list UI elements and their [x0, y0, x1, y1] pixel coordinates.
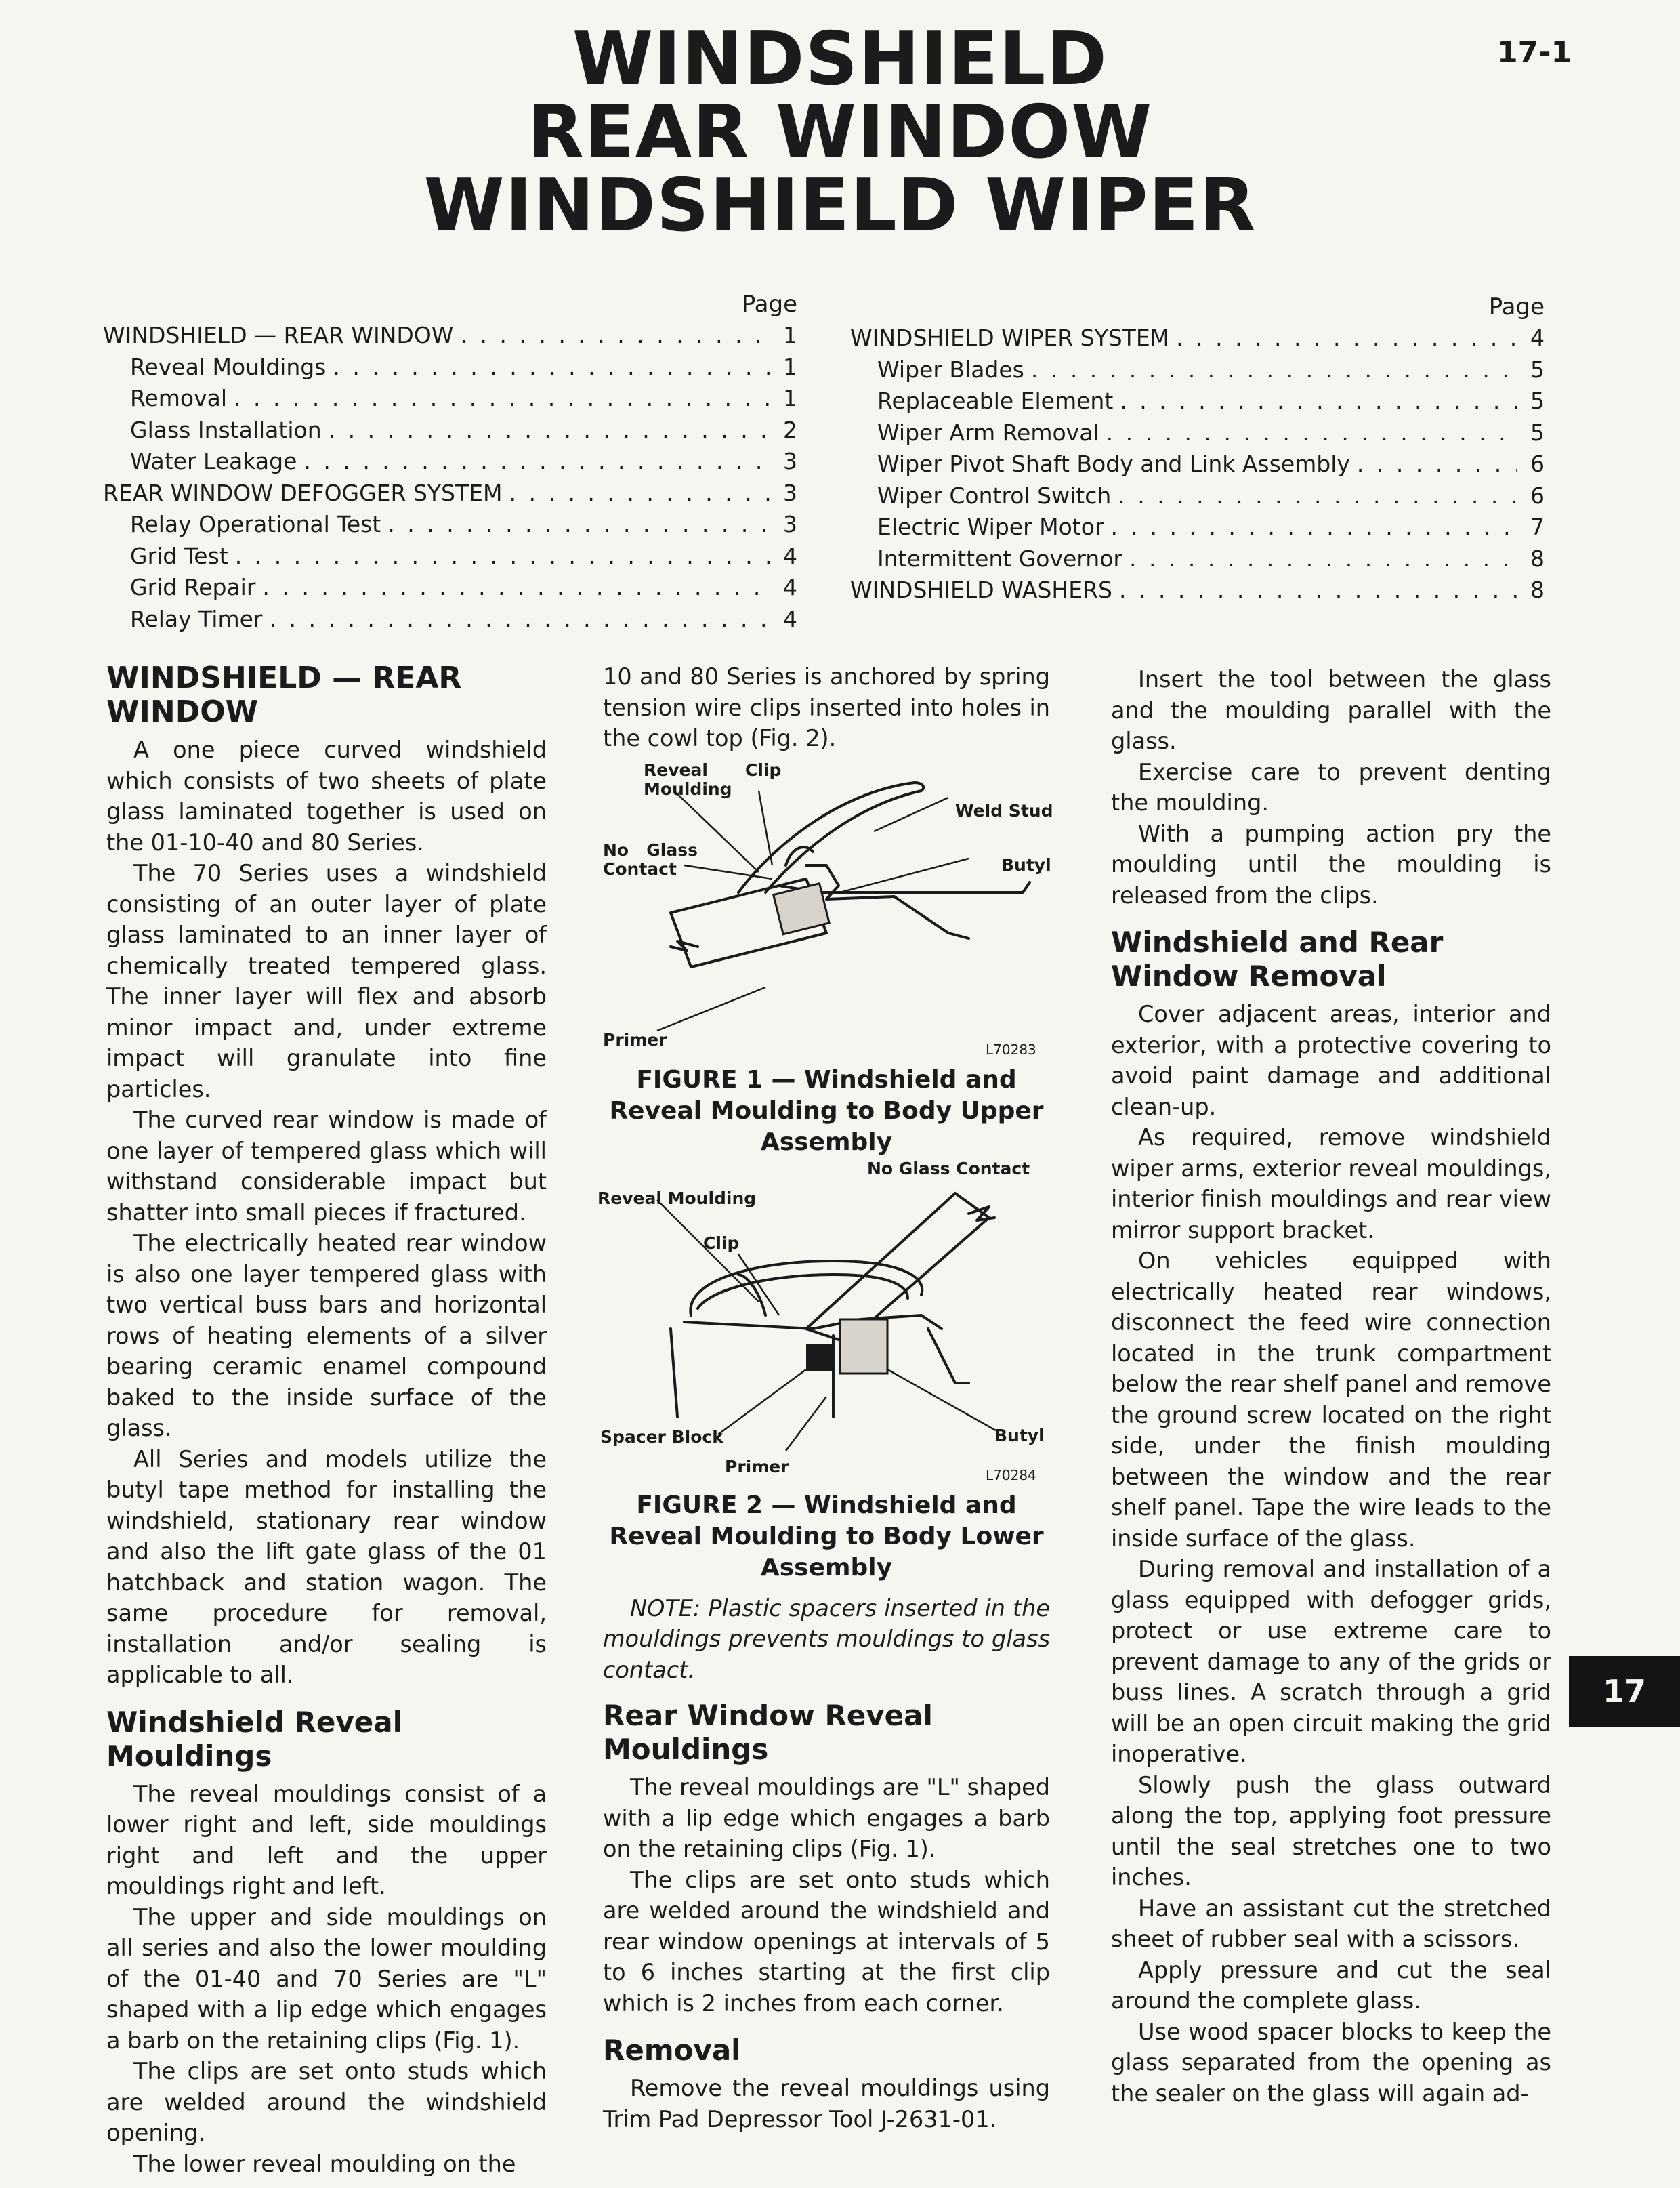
toc-entry: [103, 352, 797, 384]
toc-dots: [303, 446, 770, 478]
toc-label: Grid Test: [130, 542, 228, 569]
spacer-block: [806, 1344, 833, 1371]
toc-page: 8: [1530, 545, 1545, 572]
subsection-heading: Rear Window Reveal Mouldings: [603, 1699, 933, 1766]
toc-page: 3: [783, 448, 797, 474]
figure-1: [603, 760, 1053, 1062]
paragraph: The 70 Series uses a windshield consisting of an outer layer of plate glass laminated to an inner layer of chemically treated tempered glass. The inner layer will flex and absorb minor impact and, under extreme impact will granulate into fine particles.: [106, 860, 547, 1102]
paragraph: The curved rear window is made of one layer of tempered glass which will withstand considerable impact but shatter into small pieces if fractured.: [106, 1107, 547, 1226]
toc-dots: [1119, 575, 1517, 606]
toc-dots: [1357, 449, 1517, 480]
paragraph: The reveal mouldings are "L" shaped with a lip edge which engages a barb on the retaining clips (Fig. 1).: [603, 1774, 1050, 1862]
label-primer: Primer: [725, 1456, 789, 1477]
label-no-glass-contact: No Glass Contact: [867, 1158, 1030, 1178]
toc-page: 6: [1530, 482, 1545, 509]
toc-dots: [1111, 512, 1517, 543]
toc-entry: [103, 604, 797, 636]
toc-page: 7: [1530, 514, 1545, 540]
subsection-heading: Windshield Reveal Mouldings: [106, 1705, 402, 1773]
figure-1-caption: FIGURE 1 — Windshield and Reveal Moulding to Body Upper Assembly: [609, 1065, 1044, 1156]
toc-entry: [103, 415, 797, 447]
toc-dots: [235, 541, 770, 573]
toc-label: Electric Wiper Motor: [877, 514, 1104, 540]
toc-page: 5: [1530, 419, 1545, 446]
paragraph: The reveal mouldings consist of a lower right and left, side mouldings right and left and the upper mouldings right and left.: [106, 1780, 547, 1899]
paragraph: On vehicles equipped with electrically heated rear windows, disconnect the feed wire connection located in the trunk compartment below the rear shelf panel and remove the ground screw located on the right side, under the finish moulding between the window and the rear shelf panel. Tape the wire leads to the inside surface of the glass.: [1111, 1247, 1551, 1552]
toc-entry: [850, 449, 1545, 480]
toc-label: WINDSHIELD WIPER SYSTEM: [850, 325, 1170, 351]
toc-label: Replaceable Element: [877, 388, 1114, 414]
subsection-heading: Windshield and Rear Window Removal: [1111, 926, 1444, 993]
paragraph: Exercise care to prevent denting the moulding.: [1111, 758, 1551, 816]
column-3: [1111, 664, 1551, 2109]
toc-left: [103, 289, 797, 635]
title-line-1: WINDSHIELD: [572, 17, 1108, 102]
toc-entry: [850, 512, 1545, 543]
toc-dots: [1176, 323, 1517, 354]
paragraph: Have an assistant cut the stretched sheet of rubber seal with a scissors.: [1111, 1895, 1551, 1952]
toc-page: 3: [783, 479, 797, 506]
paragraph: Apply pressure and cut the seal around the complete glass.: [1111, 1956, 1551, 2014]
toc-entry: [850, 543, 1545, 575]
paragraph: The upper and side mouldings on all series and also the lower moulding of the 01-40 and 70 Series are "L" shaped with a lip edge which engages a barb on the retaining clips (Fig. 1).: [106, 1903, 547, 2054]
section-heading: WINDSHIELD — REAR WINDOW: [106, 661, 462, 729]
toc-label: REAR WINDOW DEFOGGER SYSTEM: [103, 479, 503, 506]
toc-page: 4: [783, 605, 797, 632]
title-line-3: WINDSHIELD WIPER: [423, 163, 1257, 248]
toc-label: Removal: [130, 385, 228, 411]
toc-entry: [103, 320, 797, 352]
toc-page: 2: [783, 416, 797, 443]
paragraph: Insert the tool between the glass and the moulding parallel with the glass.: [1111, 666, 1551, 754]
label-clip: Clip: [745, 760, 782, 780]
toc-label: Wiper Pivot Shaft Body and Link Assembly: [877, 451, 1350, 477]
paragraph: Cover adjacent areas, interior and exterior, with a protective covering to avoid paint damage and additional clean-up.: [1111, 1001, 1551, 1120]
label-weld-stud: Weld Stud: [955, 800, 1053, 821]
paragraph: Use wood spacer blocks to keep the glass separated from the opening as the sealer on the glass will again ad-: [1111, 2018, 1551, 2107]
toc-dots: [1120, 386, 1517, 417]
toc-page: 1: [783, 322, 797, 348]
butyl-strip: [774, 883, 829, 934]
paragraph: The lower reveal moulding on the: [133, 2150, 516, 2177]
toc-dots: [460, 320, 770, 352]
toc-dots: [270, 604, 771, 636]
paragraph: The clips are set onto studs which are welded around the windshield opening.: [106, 2058, 547, 2146]
toc-page: 8: [1530, 577, 1545, 603]
toc-entry: [850, 354, 1545, 386]
label-spacer-block: Spacer Block: [600, 1426, 723, 1447]
toc-entry: [103, 478, 797, 510]
toc-page: 4: [1530, 325, 1545, 351]
toc-entry: [103, 383, 797, 415]
toc-dots: [1106, 417, 1517, 449]
figure-2-diagram: [603, 1173, 1050, 1471]
toc-label: Wiper Control Switch: [877, 482, 1112, 509]
toc-page: 4: [783, 542, 797, 569]
paragraph: As required, remove windshield wiper arms, exterior reveal mouldings, interior finish mouldings and rear view mirror support bracket.: [1111, 1124, 1551, 1243]
paragraph: Remove the reveal mouldings using Trim Pad Depressor Tool J-2631-01.: [603, 2075, 1050, 2132]
toc-page-header: Page: [1488, 293, 1545, 321]
toc-label: Reveal Mouldings: [130, 353, 327, 380]
label-no-glass-contact: No Glass Contact: [603, 840, 698, 879]
toc-label: Glass Installation: [130, 416, 322, 443]
label-reveal-moulding: Reveal Moulding: [597, 1188, 757, 1208]
page-number: 17-1: [1497, 35, 1572, 70]
toc-label: Relay Operational Test: [130, 511, 381, 537]
label-primer: Primer: [603, 1029, 667, 1050]
paragraph: During removal and installation of a glass equipped with defogger grids, protect or use extreme care to prevent damage to any of the grids or buss lines. A scratch through a grid will be an open circuit making the grid inoperative.: [1111, 1556, 1551, 1767]
toc-dots: [234, 383, 770, 415]
paragraph: Slowly push the glass outward along the top, applying foot pressure until the seal stretches one to two inches.: [1111, 1771, 1551, 1891]
toc-label: Intermittent Governor: [877, 545, 1122, 572]
paragraph: 10 and 80 Series is anchored by spring tension wire clips inserted into holes in the cowl top (Fig. 2).: [603, 663, 1050, 751]
toc-dots: [333, 352, 770, 384]
toc-page: 5: [1530, 388, 1545, 414]
note: NOTE: Plastic spacers inserted in the mouldings prevents mouldings to glass contact.: [603, 1594, 1050, 1683]
column-2: [597, 661, 1053, 2134]
toc-dots: [1031, 354, 1517, 386]
toc-entry: [850, 575, 1545, 606]
figure-2: [597, 1158, 1050, 1483]
paragraph: The electrically heated rear window is also one layer tempered glass with two vertical buss bars and horizontal rows of heating elements of a silver bearing ceramic enamel compound baked to the inside surface of the glass.: [106, 1230, 547, 1441]
label-butyl: Butyl: [994, 1425, 1045, 1445]
paragraph: A one piece curved windshield which consists of two sheets of plate glass laminated together is used on the 01-10-40 and 80 Series.: [106, 737, 547, 856]
toc-dots: [329, 415, 770, 447]
toc-page: 1: [783, 353, 797, 380]
paragraph: All Series and models utilize the butyl tape method for installing the windshield, stationary rear window and also the lift gate glass of the 01 hatchback and station wagon. The same procedure for removal, installation and/or sealing is applicable to all.: [106, 1445, 547, 1688]
toc-entry: [103, 446, 797, 478]
toc-dots: [1118, 480, 1517, 512]
toc-entry: [850, 386, 1545, 417]
toc-label: Grid Repair: [130, 574, 256, 600]
toc-entry: [103, 572, 797, 604]
toc-page: 5: [1530, 356, 1545, 383]
toc-dots: [509, 478, 771, 510]
toc-label: Water Leakage: [130, 448, 297, 474]
figure-2-caption: FIGURE 2 — Windshield and Reveal Moulding to Body Lower Assembly: [609, 1491, 1044, 1582]
toc-page: 1: [783, 385, 797, 411]
toc-dots: [1129, 543, 1517, 575]
label-reveal-moulding: Reveal Moulding: [644, 760, 732, 799]
toc-entry: [850, 323, 1545, 354]
toc-right: [850, 291, 1545, 606]
toc-label: Wiper Arm Removal: [877, 419, 1099, 446]
toc-entry: [103, 509, 797, 541]
toc-label: Wiper Blades: [877, 356, 1024, 383]
toc-dots: [262, 572, 770, 604]
label-butyl: Butyl: [1001, 854, 1051, 875]
label-clip: Clip: [703, 1233, 740, 1253]
title-block: [406, 17, 1274, 248]
paragraph: The clips are set onto studs which are welded around the windshield and rear window openings at intervals of 5 to 6 inches starting at the first clip which is 2 inches from each corner.: [603, 1866, 1050, 2017]
paragraph: With a pumping action pry the moulding until the moulding is released from the clips.: [1111, 820, 1551, 909]
toc-label: WINDSHIELD — REAR WINDOW: [103, 322, 454, 348]
subsection-heading: Removal: [603, 2034, 741, 2067]
column-1: [106, 657, 547, 2179]
figure-2-id: L70284: [986, 1466, 1036, 1483]
toc-entry: [850, 417, 1545, 449]
toc-entry: [103, 541, 797, 573]
toc-dots: [387, 509, 770, 541]
toc-label: WINDSHIELD WASHERS: [850, 577, 1112, 603]
toc-label: Relay Timer: [130, 605, 263, 632]
section-tab: 17: [1569, 1656, 1680, 1727]
toc-page: 4: [783, 574, 797, 600]
figure-1-id: L70283: [986, 1041, 1036, 1058]
butyl-block: [840, 1319, 887, 1374]
toc-page: 3: [783, 511, 797, 537]
title-line-2: REAR WINDOW: [527, 90, 1153, 175]
toc-entry: [850, 480, 1545, 512]
toc-page: 6: [1530, 451, 1545, 477]
toc-page-header: Page: [741, 291, 797, 318]
